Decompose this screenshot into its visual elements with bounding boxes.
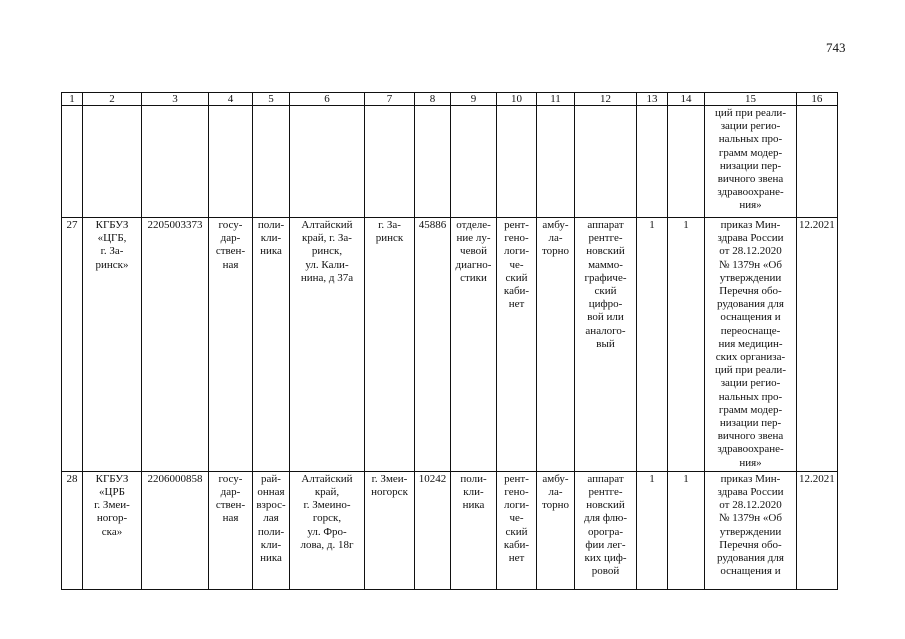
quantity-cell: 1 [668,218,705,472]
care-mode-cell: амбу- ла- торно [537,218,575,472]
inn-cell: 2206000858 [142,471,209,589]
organization-cell: КГБУЗ «ЦГБ, г. За- ринск» [83,218,142,472]
row-number-cell: 27 [62,218,83,472]
locality-cell: г. Змеи- ногорск [365,471,415,589]
address-cell: Алтайский край, г. За- ринск, ул. Кали- нина, д 37а [290,218,365,472]
column-number: 8 [415,93,451,106]
equipment-cell: аппарат рентге- новский для флю- орогра- фии лег- ких циф- ровой [575,471,637,589]
facility-type-cell: поли- кли- ника [253,218,290,472]
population-cell: 45886 [415,218,451,472]
quantity-cell: 1 [668,471,705,589]
page-number: 743 [826,40,846,55]
equipment-table [61,92,838,590]
continuation-row [62,106,838,218]
column-number: 3 [142,93,209,106]
date-cell: 12.2021 [797,218,838,472]
basis-cell: ций при реали- зации регио- нальных про- грамм модер- низации пер- вичного звена здравоохране- ния» [705,106,797,218]
date-cell: 12.2021 [797,471,838,589]
ownership-cell: госу- дар- ствен- ная [209,471,253,589]
cabinet-cell: рент- гено- логи- че- ский каби- нет [497,471,537,589]
column-number: 15 [705,93,797,106]
column-number: 5 [253,93,290,106]
column-number: 16 [797,93,838,106]
quantity-cell: 1 [637,471,668,589]
column-number: 14 [668,93,705,106]
facility-type-cell: рай- онная взрос- лая поли- кли- ника [253,471,290,589]
organization-cell: КГБУЗ «ЦРБ г. Змеи- ногор- ска» [83,471,142,589]
column-number: 6 [290,93,365,106]
column-number: 2 [83,93,142,106]
department-cell: поли- кли- ника [451,471,497,589]
table-row [62,471,838,589]
column-number: 13 [637,93,668,106]
address-cell: Алтайский край, г. Змеино- горск, ул. Фро- лова, д. 18г [290,471,365,589]
column-number: 11 [537,93,575,106]
department-cell: отделе- ние лу- чевой диагно- стики [451,218,497,472]
table-row [62,218,838,472]
ownership-cell: госу- дар- ствен- ная [209,218,253,472]
basis-cell: приказ Мин- здрава России от 28.12.2020 № 1379н «Об утверждении Перечня обо- рудования для оснащения и переоснаще- ния медицин- ских организа- ций при реали- зации регио- нальных про- грамм модер- низации пер- вичного звена здравоохране- ния» [705,218,797,472]
inn-cell: 2205003373 [142,218,209,472]
quantity-cell: 1 [637,218,668,472]
locality-cell: г. За- ринск [365,218,415,472]
column-number: 9 [451,93,497,106]
row-number-cell: 28 [62,471,83,589]
basis-cell: приказ Мин- здрава России от 28.12.2020 № 1379н «Об утверждении Перечня обо- рудования для оснащения и [705,471,797,589]
equipment-cell: аппарат рентге- новский маммо- графиче- ский цифро- вой или аналого- вый [575,218,637,472]
column-number: 12 [575,93,637,106]
column-number: 10 [497,93,537,106]
population-cell: 10242 [415,471,451,589]
column-number: 1 [62,93,83,106]
cabinet-cell: рент- гено- логи- че- ский каби- нет [497,218,537,472]
column-number: 7 [365,93,415,106]
column-number: 4 [209,93,253,106]
care-mode-cell: амбу- ла- торно [537,471,575,589]
column-number-row [62,93,838,106]
